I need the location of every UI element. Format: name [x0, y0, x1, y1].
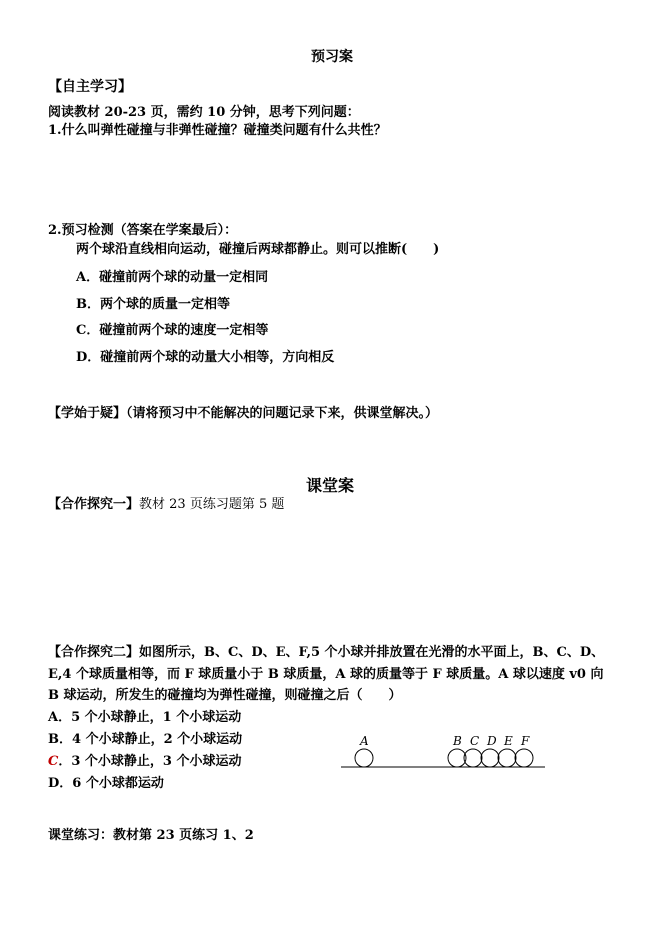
reading-instruction: 阅读教材 20-23 页，需约 10 分钟，思考下列问题： — [48, 105, 360, 120]
label-b: B — [453, 734, 462, 748]
preview-option-c: C．碰撞前两个球的速度一定相等 — [76, 323, 269, 338]
preview-option-b: B．两个球的质量一定相等 — [76, 297, 230, 312]
ball-b — [448, 749, 466, 767]
option-letter-highlighted: C — [48, 754, 59, 769]
explore-1-text: 教材 23 页练习题第 5 题 — [139, 497, 285, 512]
question-2-stem: 两个球沿直线相向运动，碰撞后两球都静止。则可以推断( ) — [76, 242, 440, 257]
ball-c — [464, 749, 482, 767]
explore-2-heading: 【合作探究二】 — [48, 645, 140, 660]
label-a: A — [360, 734, 369, 748]
explore-2-line-3: B 球运动，所发生的碰撞均为弹性碰撞，则碰撞之后（ ） — [48, 688, 402, 703]
ball-d — [481, 749, 499, 767]
preview-title: 预习案 — [311, 49, 353, 65]
self-study-heading: 【自主学习】 — [48, 79, 132, 95]
ball-e — [498, 749, 516, 767]
doubt-heading: 【学始于疑】 — [48, 406, 127, 421]
option-letter: B — [48, 732, 59, 747]
option-text: ．6 个小球都运动 — [59, 776, 164, 791]
ball-f — [515, 749, 533, 767]
option-letter: A — [48, 710, 59, 725]
label-c: C — [470, 734, 480, 748]
preview-option-d: D．碰撞前两个球的动量大小相等，方向相反 — [76, 350, 335, 365]
option-text: ．5 个小球静止，1 个小球运动 — [58, 710, 242, 725]
preview-option-a: A．碰撞前两个球的动量一定相同 — [76, 270, 269, 285]
explore-1-heading: 【合作探究一】 — [48, 497, 140, 512]
doubt-text: （请将预习中不能解决的问题记录下来，供课堂解决。） — [126, 406, 439, 421]
classroom-title: 课堂案 — [306, 476, 355, 495]
question-2-heading: 2.预习检测（答案在学案最后）： — [48, 223, 238, 238]
option-text: ．4 个小球静止，2 个小球运动 — [59, 732, 243, 747]
option-letter: D — [48, 776, 60, 791]
label-d: D — [487, 734, 497, 748]
explore-2-text-1: 如图所示，B、C、D、E、F,5 个小球并排放置在光滑的水平面上，B、C、D、 — [139, 645, 605, 660]
label-f: F — [521, 734, 530, 748]
question-1: 1.什么叫弹性碰撞与非弹性碰撞？碰撞类问题有什么共性？ — [48, 123, 387, 138]
classroom-practice: 课堂练习：教材第 23 页练习 1、2 — [48, 828, 254, 843]
ball-a — [355, 749, 373, 767]
explore-2-line-2: E,4 个球质量相等，而 F 球质量小于 B 球质量，A 球的质量等于 F 球质量。A 球以速度 v0 向 — [48, 667, 604, 682]
label-e: E — [504, 734, 513, 748]
option-text: ．3 个小球静止，3 个小球运动 — [58, 754, 242, 769]
